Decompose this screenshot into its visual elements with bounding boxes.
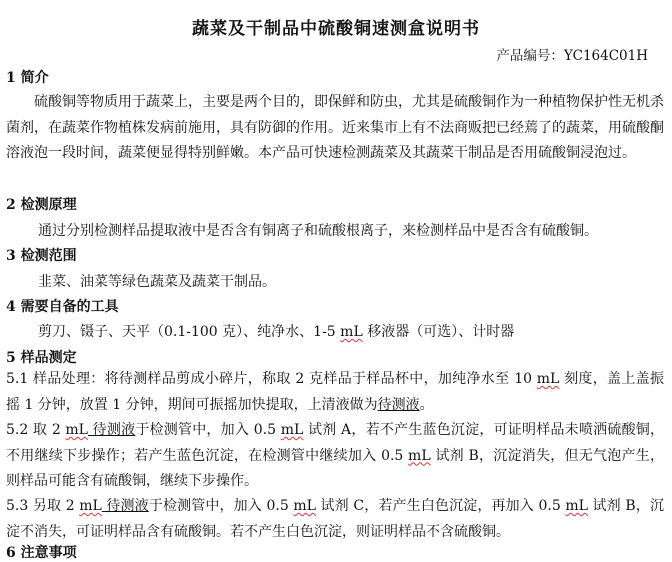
test-solution-term: 待测液 xyxy=(87,422,136,438)
step-5-3: 5.3 另取 2 mL 待测液于检测管中，加入 0.5 mL 试剂 C，若产生白色沉淀，再加入 0.5 mL 试剂 B，沉淀不消失，可证明样品含有硫酸铜。若不产生白色沉淀，则证明样品不含硫酸铜。 xyxy=(6,498,664,540)
section-3-heading: 3 检测范围 xyxy=(6,248,77,264)
section-1-heading: 1 简介 xyxy=(6,70,49,86)
test-solution-term: 待测液 xyxy=(101,498,149,514)
step-5-1: 5.1 样品处理：将待测样品剪成小碎片，称取 2 克样品于样品杯中，加纯净水至 10 mL 刻度，盖上盖振摇 1 分钟，放置 1 分钟，期间可振摇加快提取，上清液做为待测液。 xyxy=(6,371,664,413)
unit-ml: mL xyxy=(79,498,102,514)
product-code: 产品编号：YC164C01H xyxy=(496,48,648,64)
unit-ml: mL xyxy=(565,498,588,514)
document-title: 蔬菜及干制品中硫酸铜速测盒说明书 xyxy=(192,19,480,39)
section-4-heading: 4 需要自备的工具 xyxy=(6,299,119,315)
section-4-body: 剪刀、镊子、天平（0.1-100 克）、纯净水、1-5 mL 移液器（可选）、计时器 xyxy=(38,324,515,340)
unit-ml: mL xyxy=(408,447,431,464)
unit-ml: mL xyxy=(340,324,363,340)
unit-ml: mL xyxy=(536,371,560,387)
section-1-body: 硫酸铜等物质用于蔬菜上，主要是两个目的，即保鲜和防虫，尤其是硫酸铜作为一种植物保护性无机杀菌剂，在蔬菜作物植株发病前施用，具有防御的作用。近来集市上有不法商贩把已经蔫了的蔬菜，用硫酸酮溶液泡一段时间，蔬菜便显得特别鲜嫩。本产品可快速检测蔬菜及其蔬菜干制品是否用硫酸铜浸泡过。 xyxy=(6,94,664,161)
unit-ml: mL xyxy=(280,422,304,438)
test-solution-term: 待测液 xyxy=(377,396,420,413)
section-5-heading: 5 样品测定 xyxy=(6,350,77,366)
unit-ml: mL xyxy=(65,422,88,438)
unit-ml: mL xyxy=(293,498,316,514)
section-3-body: 韭菜、油菜等绿色蔬菜及蔬菜干制品。 xyxy=(38,274,276,290)
step-5-2: 5.2 取 2 mL 待测液于检测管中，加入 0.5 mL 试剂 A，若不产生蓝色沉淀，可证明样品未喷洒硫酸铜，不用继续下步操作；若产生蓝色沉淀，在检测管中继续加入 0.5 mL 试剂 B，沉淀消失，但无气泡产生，则样品可能含有硫酸铜，继续下步操作。 xyxy=(6,422,665,489)
section-2-heading: 2 检测原理 xyxy=(6,197,77,213)
section-2-body: 通过分别检测样品提取液中是否含有铜离子和硫酸根离子，来检测样品中是否含有硫酸铜。 xyxy=(38,223,598,239)
section-6-heading: 6 注意事项 xyxy=(6,545,77,561)
